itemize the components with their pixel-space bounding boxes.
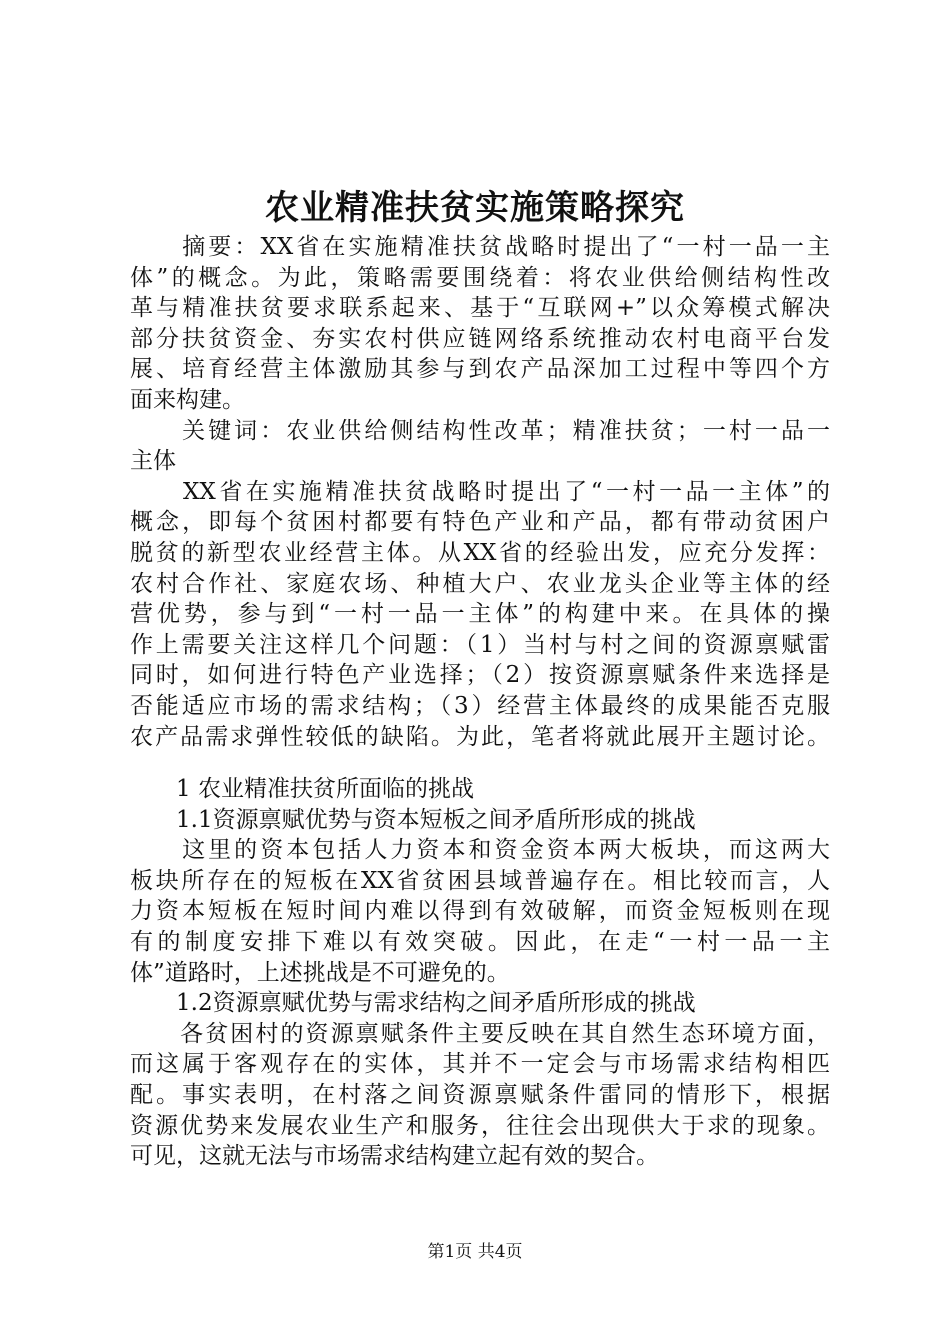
text-line: 可见，这就无法与市场需求结构建立起有效的契合。 [130,1143,659,1170]
text-line: 而这属于客观存在的实体，其并不一定会与市场需求结构相匹 [130,1051,830,1078]
text-line: 1.1资源禀赋优势与资本短板之间矛盾所形成的挑战 [130,806,696,833]
text-line: 板块所存在的短板在XX省贫困县域普遍存在。相比较而言，人 [130,867,830,894]
text-line: 同时，如何进行特色产业选择；（2）按资源禀赋条件来选择是 [130,662,830,689]
text-line: 摘要：XX省在实施精准扶贫战略时提出了“一村一品一主 [130,234,830,260]
text-line: 有的制度安排下难以有效突破。因此，在走“一村一品一主 [130,929,830,956]
text-line: 面来构建。 [130,386,245,413]
text-line: XX省在实施精准扶贫战略时提出了“一村一品一主体”的 [130,478,830,505]
page-footer: 第1页 共4页 [427,1242,523,1262]
text-line: 各贫困村的资源禀赋条件主要反映在其自然生态环境方面， [130,1020,830,1047]
text-line: 这里的资本包括人力资本和资金资本两大板块，而这两大 [130,837,830,864]
text-line: 农村合作社、家庭农场、种植大户、农业龙头企业等主体的经 [130,570,830,597]
paragraph-gap [130,752,830,774]
text-line: 农产品需求弹性较低的缺陷。为此，笔者将就此展开主题讨论。 [130,723,830,750]
text-line: 关键词：农业供给侧结构性改革；精准扶贫；一村一品一 [130,417,830,444]
document-body [130,232,830,1172]
document-title: 农业精准扶贫实施策略探究 [265,188,685,228]
text-line: 1.2资源禀赋优势与需求结构之间矛盾所形成的挑战 [130,990,696,1017]
text-line: 体”的概念。为此，策略需要围绕着：将农业供给侧结构性改 [130,264,830,291]
text-line: 体”道路时，上述挑战是不可避免的。 [130,959,510,986]
text-line: 部分扶贫资金、夯实农村供应链网络系统推动农村电商平台发 [130,325,830,352]
text-line: 概念，即每个贫困村都要有特色产业和产品，都有带动贫困户 [130,509,830,536]
text-line: 脱贫的新型农业经营主体。从XX省的经验出发，应充分发挥： [130,539,830,566]
text-line: 力资本短板在短时间内难以得到有效破解，而资金短板则在现 [130,898,830,925]
text-line: 1 农业精准扶贫所面临的挑战 [130,776,474,803]
text-line: 营优势，参与到“一村一品一主体”的构建中来。在具体的操 [130,601,830,628]
text-line: 配。事实表明，在村落之间资源禀赋条件雷同的情形下，根据 [130,1082,830,1109]
text-line: 展、培育经营主体激励其参与到农产品深加工过程中等四个方 [130,356,830,383]
text-line: 否能适应市场的需求结构；（3）经营主体最终的成果能否克服 [130,692,830,719]
text-line: 主体 [130,448,176,475]
text-line: 资源优势来发展农业生产和服务，往往会出现供大于求的现象。 [130,1112,830,1139]
text-line: 革与精准扶贫要求联系起来、基于“互联网+”以众筹模式解决 [130,295,830,322]
text-line: 作上需要关注这样几个问题：（1）当村与村之间的资源禀赋雷 [130,631,830,658]
